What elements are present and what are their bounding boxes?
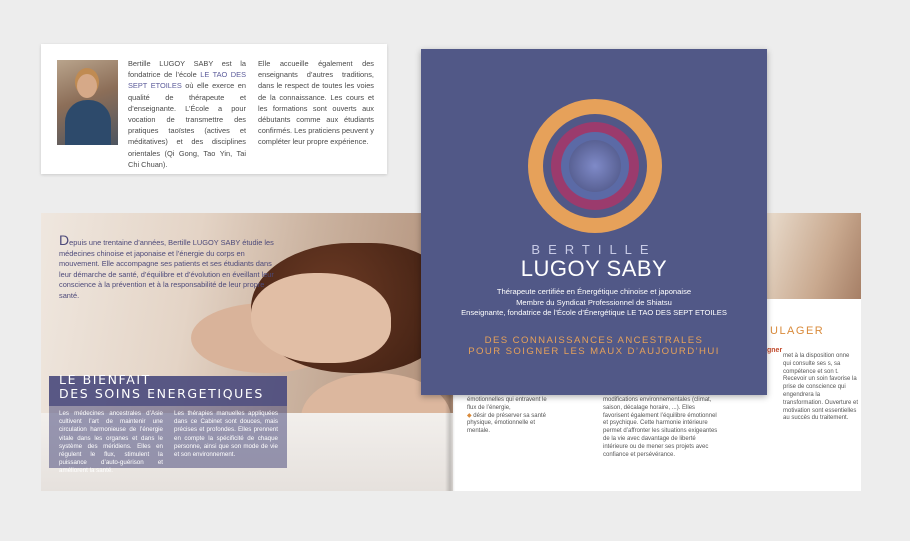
heading-line-2: DES SOINS ENERGETIQUES: [59, 386, 264, 401]
drop-cap: D: [59, 232, 70, 248]
tagline-line-2: POUR SOIGNER LES MAUX D’AUJOURD’HUI: [468, 346, 720, 358]
bio-school-name: LE TAO DES SEPT ETOILES: [128, 70, 246, 91]
heading-line-1: LE BIENFAIT: [59, 372, 151, 387]
brochure-cover: [421, 49, 767, 395]
tagline-line-1: DES CONNAISSANCES ANCESTRALES: [484, 335, 704, 346]
right-page-subheading: gner: [767, 347, 783, 354]
portrait-head: [77, 74, 97, 98]
credential-line-3: Enseignante, fondatrice de l’École d’Énergétique LE TAO DES SEPT ETOILES: [461, 308, 727, 318]
cover-first-name: BERTILLE: [531, 242, 657, 257]
credential-line-2: Membre du Syndicat Professionnel de Shiatsu: [516, 297, 672, 307]
right-page-heading: ULAGER: [770, 325, 825, 337]
cover-last-name: LUGOY SABY: [520, 256, 668, 281]
credential-line-1: Thérapeute certifiée en Énergétique chinoise et japonaise: [496, 287, 692, 296]
intro-body: epuis une trentaine d’années, Bertille LUGOY SABY étudie les médecines chinoise et japonaise et l’énergie du corps en mouvement. Elle accompagne ses patients et ses étudiants dans leur démarche de santé, d’équilibre et d’évolution en éveillant leur conscience à la prévention et à la responsabilité de leur propre santé.: [59, 238, 274, 300]
cover-tagline: [421, 335, 767, 358]
bio-text-1a: Bertille LUGOY SABY est la fondatrice de l’école: [128, 59, 246, 80]
portrait-body: [65, 100, 111, 145]
left-col-1: Les médecines ancestrales d’Asie cultivent l’art de maintenir une circulation harmonieuse de l’énergie vitale dans les organes et dans le système des méridiens. Elles en régulent le flux, stimulent la puissance d’auto-guérison et améliorent la santé.: [59, 410, 163, 475]
bio-column-2: Elle accueille également des enseignants d’autres traditions, dans le respect de toutes les voies de la connaissance. Les cours et les formations sont ouverts aux débutants comme aux étudiants confirmés. Les praticiens peuvent y compléter leur propre expérience.: [258, 59, 374, 147]
intro-text: [59, 232, 279, 302]
right-col-c: met à la disposition onne qui consulte ses s, sa compétence et son t. Recevoir un soin favorise la prise de conscience qui engendrera la transformation. Ouverture et motivation sont essentielles au succès du traitement.: [783, 353, 859, 422]
right-col-b: modifications environnementales (climat, saison, décalage horaire, ...). Elles favorisent également l’équilibre émotionnel et psychique. Cette harmonie intérieure permet d’affronter les situations exigeantes de la vie avec davantage de liberté intérieure ou de mener ses projets avec confiance et persévérance.: [603, 397, 718, 458]
ring-core: [569, 140, 621, 192]
right-page-photo: [767, 213, 861, 299]
cover-credentials: [421, 287, 767, 319]
left-col-2: Les thérapies manuelles appliquées dans ce Cabinet sont douces, mais précises et profondes. Elles prennent en compte la spécificité de chaque personne, ainsi que son mode de vie et son environnement.: [174, 410, 278, 459]
section-heading: [59, 373, 264, 401]
col-a-item-1: émotionnelles qui entravent le flux de l’énergie,: [467, 397, 547, 411]
right-col-a: [467, 397, 547, 436]
col-a-item-2-text: désir de préserver sa santé physique, émotionnelle et mentale.: [467, 412, 546, 435]
bio-column-1: [128, 58, 246, 170]
bullet-icon: ◆: [467, 412, 474, 419]
portrait-photo: [57, 60, 118, 145]
left-page: [41, 213, 453, 491]
bio-text-1b: où elle exerce en qualité de thérapeute et d’enseignante. L’École a pour vocation de transmettre des pratiques taoïstes (actives et méditatives) et des disciplines orientales (Qi Gong, Tao Yin, Tai Chi Chuan).: [128, 81, 246, 169]
bio-card: [41, 44, 387, 174]
col-a-item-2: [467, 413, 547, 436]
